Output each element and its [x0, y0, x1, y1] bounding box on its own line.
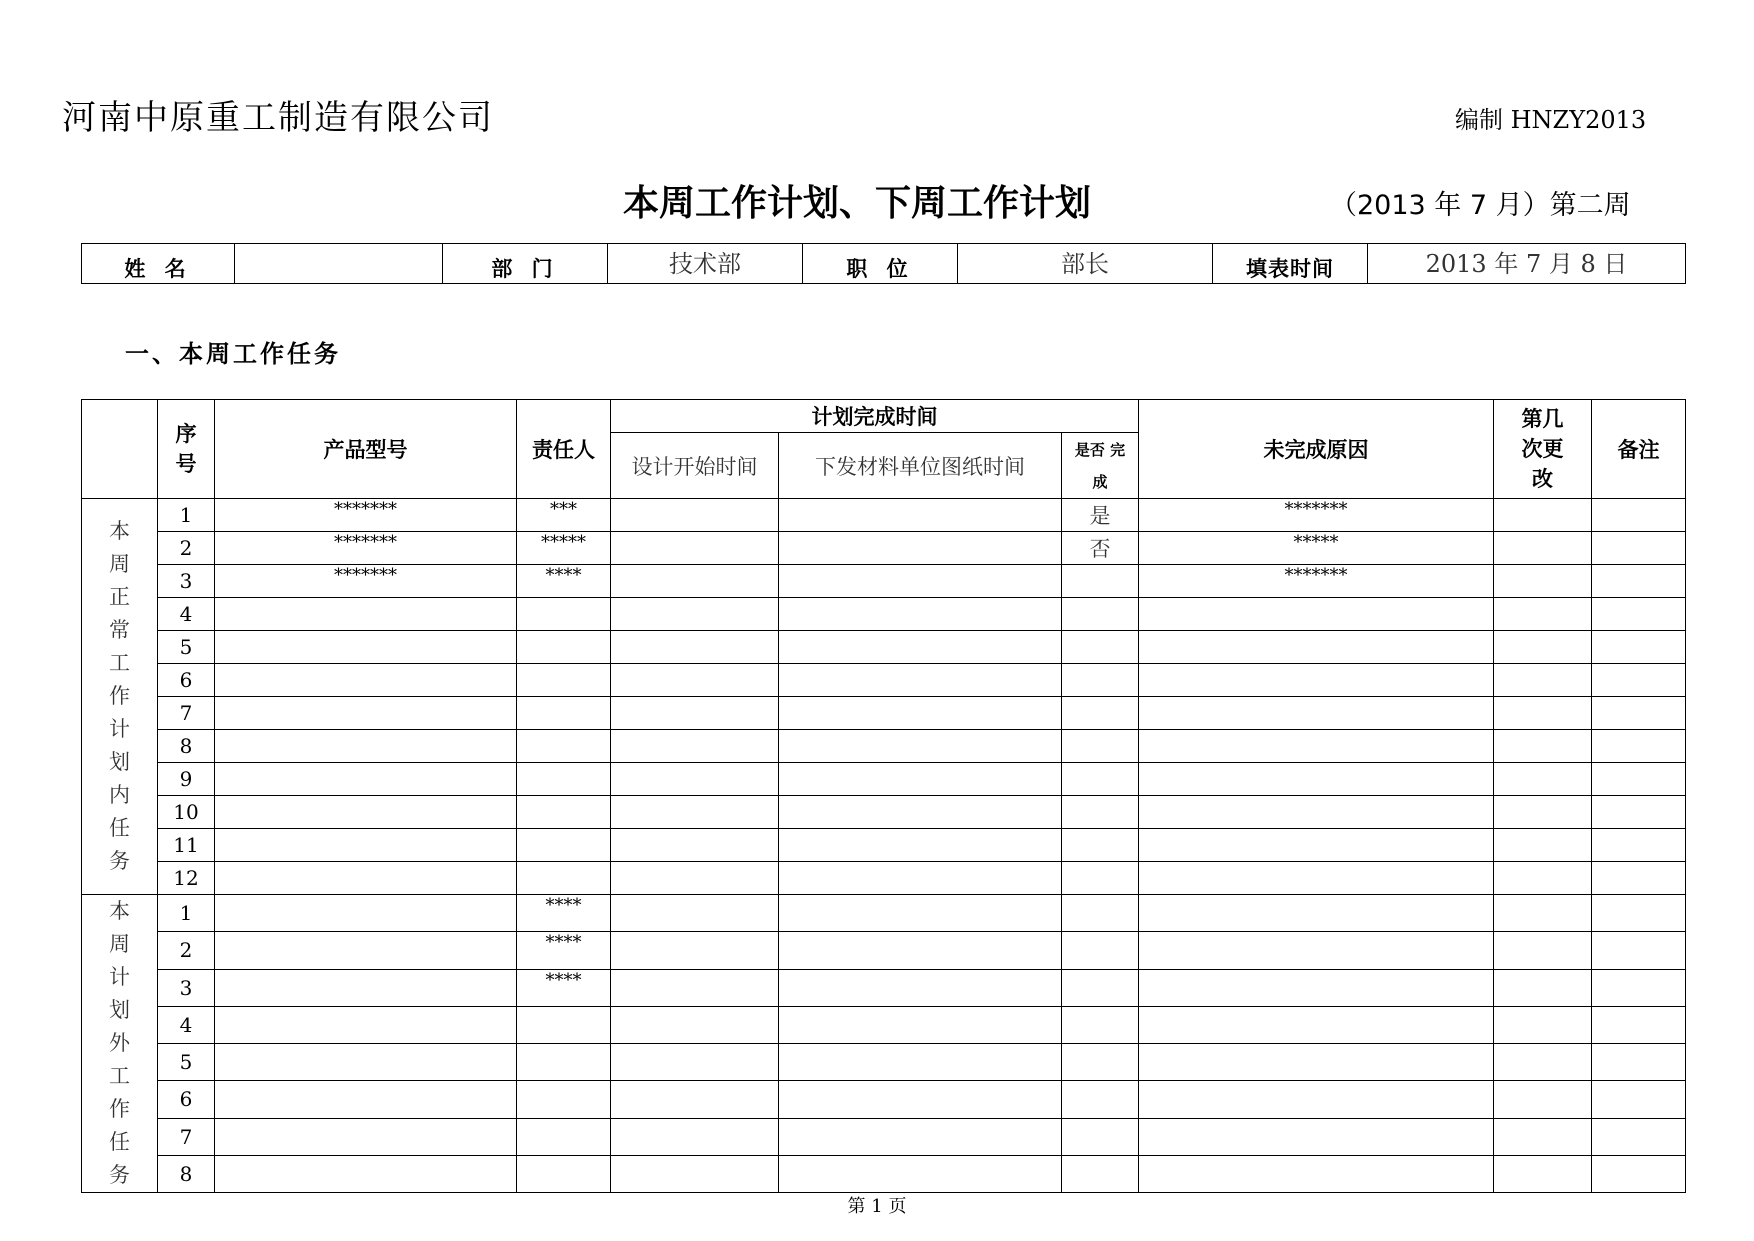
revision-cell[interactable]: [1494, 895, 1592, 932]
reason-cell[interactable]: [1139, 763, 1494, 796]
owner-cell[interactable]: ****: [517, 932, 611, 969]
issue-time-cell[interactable]: [779, 796, 1062, 829]
owner-cell[interactable]: [517, 862, 611, 895]
owner-cell[interactable]: [517, 697, 611, 730]
issue-time-cell[interactable]: [779, 1044, 1062, 1081]
note-cell[interactable]: [1592, 1081, 1686, 1118]
done-cell[interactable]: [1062, 565, 1139, 598]
revision-cell[interactable]: [1494, 862, 1592, 895]
design-start-cell[interactable]: [611, 895, 779, 932]
issue-time-cell[interactable]: [779, 697, 1062, 730]
reason-cell[interactable]: *******: [1139, 565, 1494, 598]
product-model-cell[interactable]: [215, 1081, 517, 1118]
reason-cell[interactable]: *******: [1139, 499, 1494, 532]
issue-time-cell[interactable]: [779, 1155, 1062, 1192]
fill-date-field[interactable]: 2013 年 7 月 8 日: [1368, 244, 1686, 284]
done-cell[interactable]: [1062, 1006, 1139, 1043]
table-row: [82, 895, 1686, 932]
table-row: [82, 499, 1686, 532]
col-owner-header: 责任人: [517, 400, 611, 499]
product-model-cell[interactable]: [215, 631, 517, 664]
note-cell[interactable]: [1592, 697, 1686, 730]
owner-cell[interactable]: [517, 664, 611, 697]
table-row: [82, 969, 1686, 1006]
note-cell[interactable]: [1592, 932, 1686, 969]
info-table: [81, 243, 1686, 284]
design-start-cell[interactable]: [611, 829, 779, 862]
reason-cell[interactable]: *****: [1139, 532, 1494, 565]
product-model-cell[interactable]: [215, 697, 517, 730]
product-model-cell[interactable]: [215, 1044, 517, 1081]
issue-time-cell[interactable]: [779, 1118, 1062, 1155]
col-issue-time-header: 下发材料单位图纸时间: [779, 433, 1062, 499]
col-done-header: 是否 完成: [1062, 433, 1139, 499]
note-cell[interactable]: [1592, 1118, 1686, 1155]
done-cell[interactable]: [1062, 598, 1139, 631]
product-model-cell[interactable]: [215, 1118, 517, 1155]
design-start-cell[interactable]: [611, 763, 779, 796]
note-cell[interactable]: [1592, 565, 1686, 598]
design-start-cell[interactable]: [611, 499, 779, 532]
revision-cell[interactable]: [1494, 598, 1592, 631]
note-cell[interactable]: [1592, 1006, 1686, 1043]
product-model-cell[interactable]: *******: [215, 532, 517, 565]
note-cell[interactable]: [1592, 969, 1686, 1006]
issue-time-cell[interactable]: [779, 969, 1062, 1006]
product-model-cell[interactable]: [215, 895, 517, 932]
product-model-cell[interactable]: [215, 862, 517, 895]
row-seq: 6: [158, 1081, 215, 1118]
table-row: [82, 1155, 1686, 1192]
done-cell[interactable]: [1062, 1081, 1139, 1118]
col-note-header: 备注: [1592, 400, 1686, 499]
col-reason-header: 未完成原因: [1139, 400, 1494, 499]
reason-cell[interactable]: [1139, 1006, 1494, 1043]
table-row: [82, 796, 1686, 829]
owner-cell[interactable]: [517, 1118, 611, 1155]
row-seq: 7: [158, 697, 215, 730]
table-row: [82, 862, 1686, 895]
design-start-cell[interactable]: [611, 598, 779, 631]
revision-cell[interactable]: [1494, 664, 1592, 697]
row-seq: 2: [158, 532, 215, 565]
table-row: [82, 1044, 1686, 1081]
reason-cell[interactable]: [1139, 1155, 1494, 1192]
product-model-cell[interactable]: [215, 1155, 517, 1192]
design-start-cell[interactable]: [611, 862, 779, 895]
design-start-cell[interactable]: [611, 631, 779, 664]
col-product-header: 产品型号: [215, 400, 517, 499]
reason-cell[interactable]: [1139, 598, 1494, 631]
product-model-cell[interactable]: [215, 664, 517, 697]
done-cell[interactable]: [1062, 932, 1139, 969]
done-cell[interactable]: [1062, 829, 1139, 862]
row-seq: 3: [158, 565, 215, 598]
group-label-planned: 本周正常工作计划内任务: [82, 499, 158, 895]
position-label: 职 位: [803, 244, 958, 284]
note-cell[interactable]: [1592, 664, 1686, 697]
task-table: [81, 399, 1686, 1193]
product-model-cell[interactable]: *******: [215, 499, 517, 532]
row-seq: 12: [158, 862, 215, 895]
reason-cell[interactable]: [1139, 697, 1494, 730]
row-seq: 5: [158, 1044, 215, 1081]
row-seq: 7: [158, 1118, 215, 1155]
done-cell[interactable]: [1062, 697, 1139, 730]
period-label: （2013 年 7 月）第二周: [1330, 190, 1631, 221]
note-cell[interactable]: [1592, 730, 1686, 763]
reason-cell[interactable]: [1139, 1044, 1494, 1081]
owner-cell[interactable]: *****: [517, 532, 611, 565]
design-start-cell[interactable]: [611, 664, 779, 697]
issue-time-cell[interactable]: [779, 932, 1062, 969]
owner-cell[interactable]: [517, 1044, 611, 1081]
reason-cell[interactable]: [1139, 1081, 1494, 1118]
reason-cell[interactable]: [1139, 932, 1494, 969]
product-model-cell[interactable]: [215, 829, 517, 862]
table-row: [82, 1118, 1686, 1155]
document-code: 编制 HNZY2013: [1455, 106, 1647, 134]
row-seq: 2: [158, 932, 215, 969]
company-name: 河南中原重工制造有限公司: [62, 98, 494, 138]
design-start-cell[interactable]: [611, 1155, 779, 1192]
reason-cell[interactable]: [1139, 631, 1494, 664]
note-cell[interactable]: [1592, 499, 1686, 532]
table-row: [82, 631, 1686, 664]
done-cell[interactable]: [1062, 664, 1139, 697]
revision-cell[interactable]: [1494, 1044, 1592, 1081]
row-seq: 10: [158, 796, 215, 829]
owner-cell[interactable]: [517, 1006, 611, 1043]
row-seq: 8: [158, 1155, 215, 1192]
reason-cell[interactable]: [1139, 796, 1494, 829]
done-cell[interactable]: [1062, 862, 1139, 895]
owner-cell[interactable]: ****: [517, 895, 611, 932]
row-seq: 3: [158, 969, 215, 1006]
reason-cell[interactable]: [1139, 829, 1494, 862]
revision-cell[interactable]: [1494, 730, 1592, 763]
design-start-cell[interactable]: [611, 1006, 779, 1043]
page-footer: 第 1 页: [847, 1196, 907, 1217]
table-row: [82, 1006, 1686, 1043]
product-model-cell[interactable]: *******: [215, 565, 517, 598]
row-seq: 1: [158, 895, 215, 932]
done-cell[interactable]: [1062, 969, 1139, 1006]
revision-cell[interactable]: [1494, 499, 1592, 532]
revision-cell[interactable]: [1494, 1006, 1592, 1043]
reason-cell[interactable]: [1139, 664, 1494, 697]
design-start-cell[interactable]: [611, 969, 779, 1006]
table-row: [82, 1081, 1686, 1118]
issue-time-cell[interactable]: [779, 829, 1062, 862]
section-title: 一、本周工作任务: [125, 340, 341, 368]
product-model-cell[interactable]: [215, 796, 517, 829]
owner-cell[interactable]: [517, 631, 611, 664]
department-field[interactable]: 技术部: [608, 244, 803, 284]
name-label: 姓 名: [82, 244, 235, 284]
col-plan-group-header: 计划完成时间: [611, 400, 1139, 433]
revision-cell[interactable]: [1494, 697, 1592, 730]
note-cell[interactable]: [1592, 895, 1686, 932]
row-seq: 4: [158, 1006, 215, 1043]
done-cell[interactable]: [1062, 1118, 1139, 1155]
design-start-cell[interactable]: [611, 796, 779, 829]
name-field[interactable]: [235, 244, 443, 284]
done-cell[interactable]: [1062, 1044, 1139, 1081]
reason-cell[interactable]: [1139, 862, 1494, 895]
owner-cell[interactable]: [517, 763, 611, 796]
issue-time-cell[interactable]: [779, 895, 1062, 932]
issue-time-cell[interactable]: [779, 763, 1062, 796]
product-model-cell[interactable]: [215, 763, 517, 796]
fill-date-label: 填表时间: [1213, 244, 1368, 284]
row-seq: 8: [158, 730, 215, 763]
note-cell[interactable]: [1592, 631, 1686, 664]
group-header-cell: [82, 400, 158, 499]
design-start-cell[interactable]: [611, 1044, 779, 1081]
design-start-cell[interactable]: [611, 932, 779, 969]
revision-cell[interactable]: [1494, 1081, 1592, 1118]
product-model-cell[interactable]: [215, 1006, 517, 1043]
reason-cell[interactable]: [1139, 730, 1494, 763]
design-start-cell[interactable]: [611, 1081, 779, 1118]
row-seq: 9: [158, 763, 215, 796]
owner-cell[interactable]: [517, 1155, 611, 1192]
note-cell[interactable]: [1592, 1155, 1686, 1192]
revision-cell[interactable]: [1494, 829, 1592, 862]
issue-time-cell[interactable]: [779, 499, 1062, 532]
owner-cell[interactable]: ****: [517, 565, 611, 598]
design-start-cell[interactable]: [611, 532, 779, 565]
note-cell[interactable]: [1592, 532, 1686, 565]
revision-cell[interactable]: [1494, 1155, 1592, 1192]
revision-cell[interactable]: [1494, 1118, 1592, 1155]
reason-cell[interactable]: [1139, 1118, 1494, 1155]
revision-cell[interactable]: [1494, 565, 1592, 598]
done-cell[interactable]: [1062, 1155, 1139, 1192]
note-cell[interactable]: [1592, 598, 1686, 631]
position-field[interactable]: 部长: [958, 244, 1213, 284]
row-seq: 11: [158, 829, 215, 862]
done-cell[interactable]: 否: [1062, 532, 1139, 565]
reason-cell[interactable]: [1139, 895, 1494, 932]
issue-time-cell[interactable]: [779, 862, 1062, 895]
product-model-cell[interactable]: [215, 598, 517, 631]
owner-cell[interactable]: [517, 598, 611, 631]
note-cell[interactable]: [1592, 1044, 1686, 1081]
col-seq-header: 序号: [158, 400, 215, 499]
table-row: [82, 932, 1686, 969]
design-start-cell[interactable]: [611, 1118, 779, 1155]
revision-cell[interactable]: [1494, 532, 1592, 565]
owner-cell[interactable]: [517, 829, 611, 862]
row-seq: 6: [158, 664, 215, 697]
note-cell[interactable]: [1592, 829, 1686, 862]
done-cell[interactable]: [1062, 631, 1139, 664]
table-row: [82, 565, 1686, 598]
col-revision-header: 第几次更改: [1494, 400, 1592, 499]
product-model-cell[interactable]: [215, 932, 517, 969]
done-cell[interactable]: [1062, 796, 1139, 829]
issue-time-cell[interactable]: [779, 532, 1062, 565]
group-label-unplanned: 本周计划外工作任务: [82, 895, 158, 1193]
note-cell[interactable]: [1592, 763, 1686, 796]
note-cell[interactable]: [1592, 796, 1686, 829]
done-cell[interactable]: [1062, 730, 1139, 763]
note-cell[interactable]: [1592, 862, 1686, 895]
owner-cell[interactable]: ****: [517, 969, 611, 1006]
table-row: [82, 829, 1686, 862]
done-cell[interactable]: [1062, 763, 1139, 796]
revision-cell[interactable]: [1494, 796, 1592, 829]
owner-cell[interactable]: ***: [517, 499, 611, 532]
product-model-cell[interactable]: [215, 969, 517, 1006]
revision-cell[interactable]: [1494, 763, 1592, 796]
table-row: [82, 598, 1686, 631]
col-design-start-header: 设计开始时间: [611, 433, 779, 499]
table-row: [82, 730, 1686, 763]
design-start-cell[interactable]: [611, 730, 779, 763]
revision-cell[interactable]: [1494, 969, 1592, 1006]
issue-time-cell[interactable]: [779, 565, 1062, 598]
department-label: 部 门: [443, 244, 608, 284]
page-title: 本周工作计划、下周工作计划: [623, 183, 1092, 224]
issue-time-cell[interactable]: [779, 664, 1062, 697]
product-model-cell[interactable]: [215, 730, 517, 763]
row-seq: 1: [158, 499, 215, 532]
owner-cell[interactable]: [517, 796, 611, 829]
table-row: [82, 697, 1686, 730]
row-seq: 4: [158, 598, 215, 631]
done-cell[interactable]: [1062, 895, 1139, 932]
design-start-cell[interactable]: [611, 697, 779, 730]
revision-cell[interactable]: [1494, 631, 1592, 664]
issue-time-cell[interactable]: [779, 598, 1062, 631]
table-row: [82, 763, 1686, 796]
reason-cell[interactable]: [1139, 969, 1494, 1006]
revision-cell[interactable]: [1494, 932, 1592, 969]
row-seq: 5: [158, 631, 215, 664]
owner-cell[interactable]: [517, 1081, 611, 1118]
done-cell[interactable]: 是: [1062, 499, 1139, 532]
table-row: [82, 664, 1686, 697]
issue-time-cell[interactable]: [779, 1081, 1062, 1118]
issue-time-cell[interactable]: [779, 631, 1062, 664]
table-row: [82, 532, 1686, 565]
issue-time-cell[interactable]: [779, 1006, 1062, 1043]
design-start-cell[interactable]: [611, 565, 779, 598]
owner-cell[interactable]: [517, 730, 611, 763]
issue-time-cell[interactable]: [779, 730, 1062, 763]
